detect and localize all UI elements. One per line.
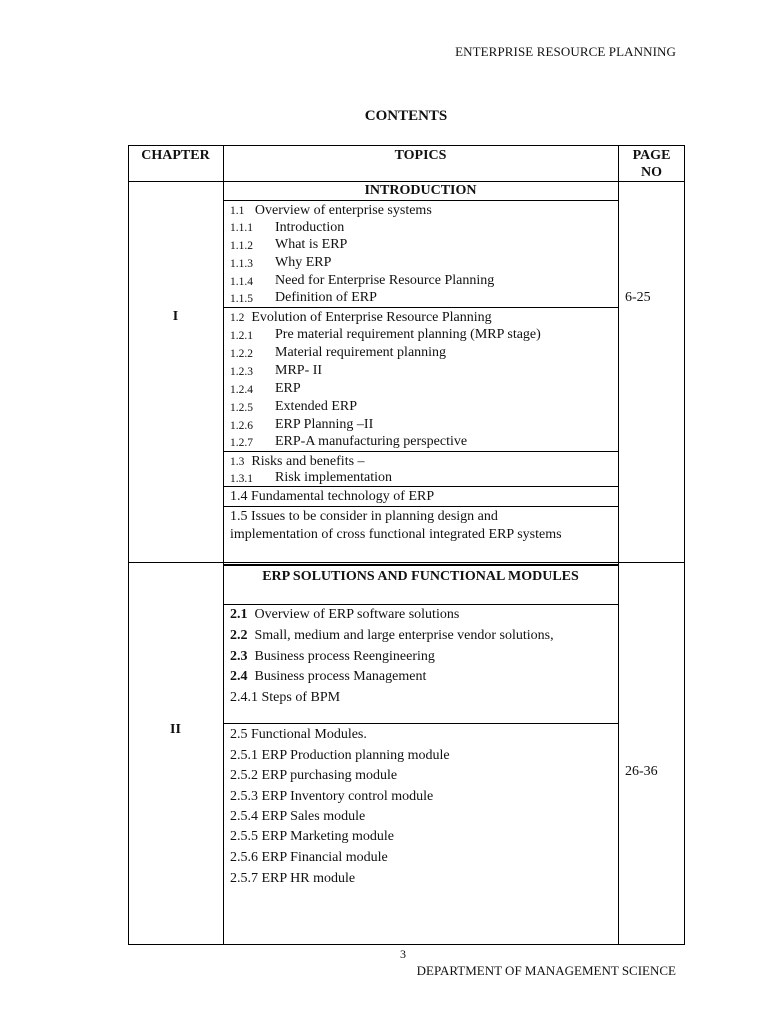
column-header-chapter: CHAPTER bbox=[141, 148, 210, 163]
topic-item bbox=[230, 648, 435, 665]
topic-text: ERP bbox=[275, 381, 301, 396]
topic-item: 2.5.4 ERP Sales module bbox=[230, 809, 366, 824]
topic-text: MRP- II bbox=[275, 363, 323, 378]
topic-number: 1.2.5 bbox=[230, 402, 253, 414]
topic-text: ERP-A manufacturing perspective bbox=[275, 434, 468, 449]
topic-number: 1.2.1 bbox=[230, 330, 253, 342]
topic-number: 1.3.1 bbox=[230, 473, 253, 485]
running-footer: DEPARTMENT OF MANAGEMENT SCIENCE bbox=[416, 963, 676, 978]
topic-item: 2.5.3 ERP Inventory control module bbox=[230, 789, 434, 804]
topic-number: 2.1 bbox=[230, 607, 248, 622]
column-header-topics: TOPICS bbox=[394, 148, 447, 163]
topic-text: What is ERP bbox=[275, 237, 348, 252]
topic-text: Overview of enterprise systems bbox=[254, 203, 432, 218]
topic-number: 1.2.2 bbox=[230, 348, 253, 360]
topic-item bbox=[230, 627, 554, 644]
topic-item bbox=[230, 668, 426, 685]
topic-item: 2.5.2 ERP purchasing module bbox=[230, 768, 398, 783]
topic-text: Need for Enterprise Resource Planning bbox=[275, 273, 495, 288]
topic-number: 1.1.5 bbox=[230, 293, 253, 305]
topic-number: 2.3 bbox=[230, 649, 248, 664]
topic-text: Risk implementation bbox=[275, 470, 393, 485]
chapter-number: II bbox=[170, 722, 181, 737]
topic-item: 1.4 Fundamental technology of ERP bbox=[230, 489, 435, 504]
topic-text: Business process Management bbox=[254, 669, 427, 684]
topic-item bbox=[230, 309, 492, 327]
topic-item: 2.5.5 ERP Marketing module bbox=[230, 829, 394, 844]
topic-number: 1.1.1 bbox=[230, 222, 253, 234]
topic-item: 2.5.6 ERP Financial module bbox=[230, 850, 388, 865]
chapter-heading: ERP SOLUTIONS AND FUNCTIONAL MODULES bbox=[262, 569, 579, 584]
topic-item: 1.5 Issues to be consider in planning design and bbox=[230, 509, 498, 524]
contents-table bbox=[128, 145, 685, 945]
page-title: CONTENTS bbox=[364, 108, 448, 124]
rule bbox=[223, 200, 618, 201]
topic-text: Introduction bbox=[275, 220, 345, 235]
topic-number: 2.2 bbox=[230, 628, 248, 643]
topic-number: 1.2.3 bbox=[230, 366, 253, 378]
topic-number: 1.1.3 bbox=[230, 258, 253, 270]
topic-item: 2.5 Functional Modules. bbox=[230, 727, 367, 742]
topic-number: 1.2 bbox=[230, 312, 245, 324]
topic-number: 1.1.4 bbox=[230, 276, 253, 288]
topic-item-continued: implementation of cross functional integrated ERP systems bbox=[230, 527, 562, 542]
topic-text: Pre material requirement planning (MRP stage) bbox=[275, 327, 541, 342]
column-header-page: PAGE bbox=[632, 148, 671, 163]
chapter-heading: INTRODUCTION bbox=[364, 183, 477, 198]
topic-item bbox=[230, 606, 459, 623]
topic-text: Extended ERP bbox=[275, 399, 358, 414]
topic-text: Business process Reengineering bbox=[254, 649, 435, 664]
rule bbox=[223, 564, 618, 566]
rule bbox=[223, 506, 618, 507]
topic-number: 1.2.4 bbox=[230, 384, 253, 396]
rule bbox=[223, 604, 618, 605]
topic-item: 2.5.7 ERP HR module bbox=[230, 871, 356, 886]
topic-number: 2.4 bbox=[230, 669, 248, 684]
topic-text: ERP Planning –II bbox=[275, 417, 374, 432]
column-divider-page bbox=[618, 145, 619, 945]
topic-text: Material requirement planning bbox=[275, 345, 447, 360]
topic-text: Why ERP bbox=[275, 255, 332, 270]
rule bbox=[223, 451, 618, 452]
topic-number: 1.3 bbox=[230, 456, 245, 468]
topic-item: 2.5.1 ERP Production planning module bbox=[230, 748, 450, 763]
rule bbox=[223, 307, 618, 308]
page-range: 26-36 bbox=[625, 764, 658, 779]
topic-text: Definition of ERP bbox=[275, 290, 377, 305]
chapter-row-rule bbox=[128, 562, 685, 563]
topic-text: Overview of ERP software solutions bbox=[254, 607, 460, 622]
running-header: ENTERPRISE RESOURCE PLANNING bbox=[455, 44, 676, 59]
topic-text: Risks and benefits – bbox=[251, 454, 365, 469]
page-range: 6-25 bbox=[625, 290, 651, 305]
chapter-number: I bbox=[172, 309, 179, 324]
topic-item: 2.4.1 Steps of BPM bbox=[230, 690, 341, 705]
topic-item bbox=[230, 202, 432, 220]
column-divider-chapter bbox=[223, 145, 224, 945]
topic-number: 1.1 bbox=[230, 205, 245, 217]
topic-text: Small, medium and large enterprise vendor solutions, bbox=[254, 628, 554, 643]
page-number: 3 bbox=[400, 947, 406, 961]
topic-text: Evolution of Enterprise Resource Planning bbox=[251, 310, 492, 325]
topic-number: 1.2.7 bbox=[230, 437, 253, 449]
rule bbox=[223, 723, 618, 724]
column-header-page-no: NO bbox=[641, 165, 662, 180]
rule bbox=[223, 486, 618, 487]
topic-number: 1.2.6 bbox=[230, 420, 253, 432]
topic-number: 1.1.2 bbox=[230, 240, 253, 252]
